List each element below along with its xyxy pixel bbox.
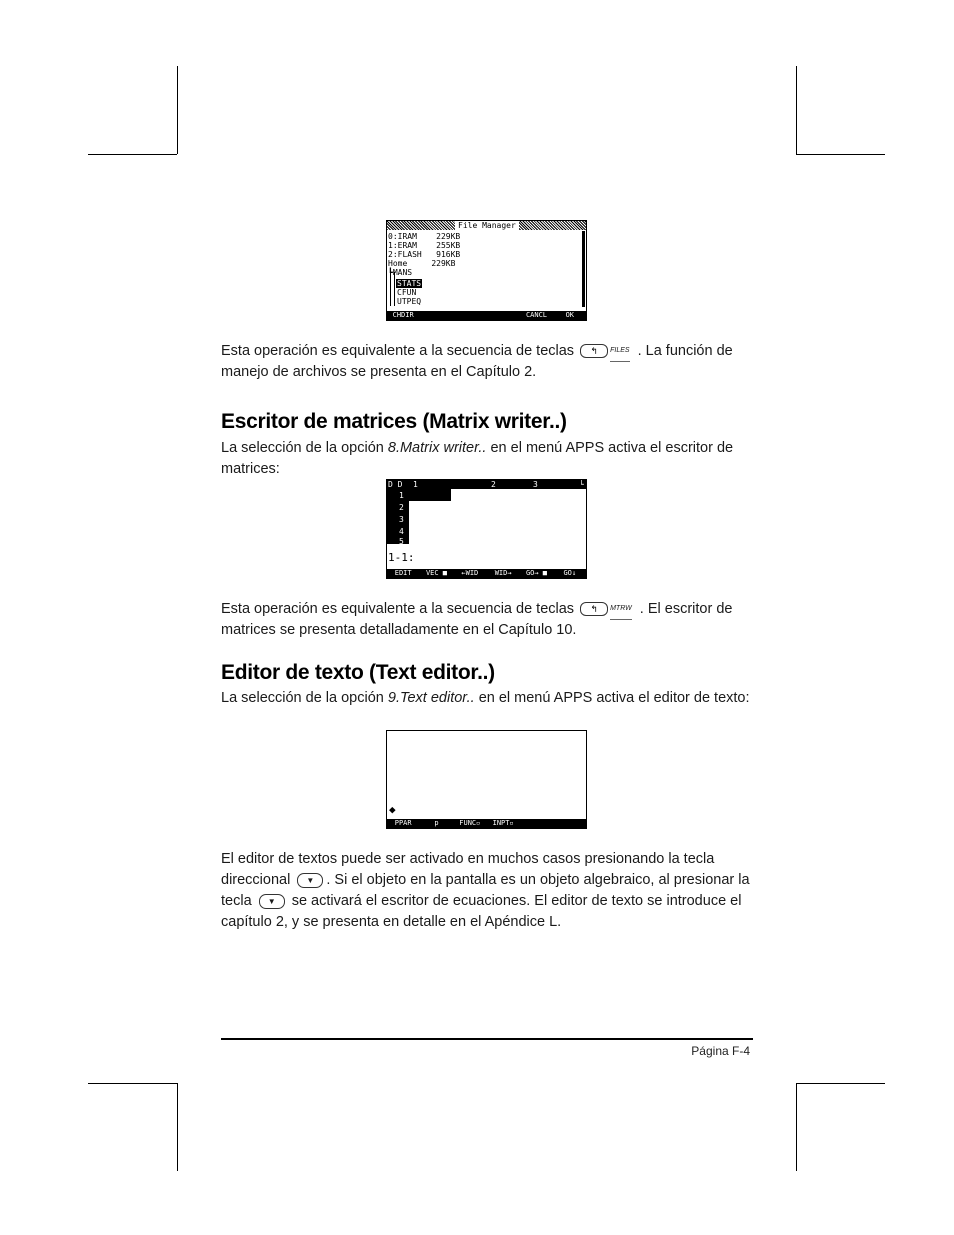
paragraph-files: Esta operación es equivalente a la secuencia de teclas ↰ FILES . La función de manejo de archivos se presenta en el Capítulo 2.: [221, 340, 761, 383]
softkey-empty[interactable]: [420, 311, 452, 320]
heading-text-editor: Editor de texto (Text editor..): [221, 661, 495, 684]
file-manager-entry[interactable]: Home 229KB: [388, 259, 456, 268]
softkey-edit[interactable]: EDIT: [394, 569, 412, 577]
softkey-go-right[interactable]: GO→ ■: [525, 569, 548, 577]
softkey-empty[interactable]: [454, 311, 486, 320]
crop-mark: [177, 1083, 178, 1171]
softkey-cancel[interactable]: CANCL: [525, 311, 548, 319]
softkey-empty[interactable]: [520, 819, 552, 828]
softkey-chdir[interactable]: CHDIR: [392, 311, 414, 319]
file-manager-entry[interactable]: UTPEQ: [397, 297, 422, 306]
softkey-menu: [387, 569, 586, 578]
matrix-column-label: 3: [533, 480, 538, 489]
softkey-go-down[interactable]: GO↓: [563, 569, 577, 577]
softkey-empty[interactable]: [487, 311, 519, 320]
softkey-inpt[interactable]: INPT▫: [492, 819, 514, 827]
matrix-corner: D D: [388, 480, 403, 489]
softkey-ppar[interactable]: PPAR: [394, 819, 412, 827]
matrix-row-label: 3: [399, 515, 404, 524]
matrix-corner-right: └: [579, 480, 584, 489]
file-manager-entry[interactable]: 0:IRAM 229KB: [388, 232, 461, 241]
softkey-wid-right[interactable]: WID→: [494, 569, 512, 577]
softkey-ok[interactable]: OK: [565, 311, 575, 319]
matrix-status-line: 1-1:: [388, 551, 415, 564]
left-shift-key-icon: ↰: [580, 602, 608, 616]
matrix-column-label: 1: [413, 480, 418, 489]
crop-mark: [177, 66, 178, 154]
file-manager-entry[interactable]: 1:ERAM 255KB: [388, 241, 461, 250]
matrix-selected-cell[interactable]: [409, 489, 451, 501]
page-number: Página F-4: [691, 1044, 750, 1058]
files-key-label: FILES: [610, 340, 629, 362]
paragraph-text-intro: La selección de la opción 9.Text editor.. en el menú APPS activa el editor de texto:: [221, 690, 750, 706]
crop-mark: [796, 154, 885, 155]
softkey-wid-left[interactable]: ←WID: [461, 569, 479, 577]
crop-mark: [796, 1083, 885, 1084]
scrollbar[interactable]: [582, 231, 585, 307]
file-manager-title: File Manager: [455, 221, 519, 230]
softkey-vec[interactable]: VEC ■: [425, 569, 448, 577]
softkey-p[interactable]: p: [434, 819, 439, 827]
matrix-column-header: [387, 480, 586, 489]
file-manager-entry[interactable]: CFUN: [397, 288, 417, 297]
matrix-row-label: 2: [399, 503, 404, 512]
text-editor-screen: [386, 730, 587, 829]
down-arrow-key-icon: ▼: [297, 873, 323, 888]
crop-mark: [88, 154, 177, 155]
softkey-menu: [387, 819, 586, 828]
crop-mark: [796, 1083, 797, 1171]
paragraph-text-editor-usage: El editor de textos puede ser activado en muchos casos presionando la tecla direccional ▼ . Si el objeto en la pantalla es un objeto algebraico, al presionar la tecla ▼ se activará el escritor de ecuaciones. El editor de texto se introduce el capítulo 2, y se presenta en detalle en el Apéndice L.: [221, 851, 750, 930]
crop-mark: [796, 66, 797, 154]
softkey-menu: [387, 311, 586, 320]
matrix-row-label: 5: [399, 537, 404, 546]
file-manager-selected-entry[interactable]: STATS: [397, 279, 422, 288]
matrix-column-label: 2: [491, 480, 496, 489]
footer-rule: [221, 1038, 753, 1040]
crop-mark: [88, 1083, 177, 1084]
matrix-row-header: [387, 489, 409, 544]
down-arrow-key-icon: ▼: [259, 894, 285, 909]
file-manager-entry[interactable]: 2:FLASH 916KB: [388, 250, 461, 259]
matrix-row-label: 1: [399, 491, 404, 500]
left-shift-key-icon: ↰: [580, 344, 608, 358]
text-cursor-icon: ◆: [389, 803, 396, 816]
file-manager-entry[interactable]: ┗MANS: [388, 268, 413, 277]
heading-matrix-writer: Escritor de matrices (Matrix writer..): [221, 410, 567, 433]
softkey-empty[interactable]: [554, 819, 586, 828]
tree-guide: [390, 272, 395, 306]
matrix-writer-screen: [386, 479, 587, 579]
paragraph-matrix-intro: La selección de la opción 8.Matrix writer.. en el menú APPS activa el escritor de matrices:: [221, 440, 734, 477]
matrix-row-label: 4: [399, 527, 404, 536]
softkey-func[interactable]: FUNC▫: [459, 819, 481, 827]
file-manager-title-bar: [387, 221, 586, 230]
paragraph-mtrw: Esta operación es equivalente a la secuencia de teclas ↰ MTRW . El escritor de matrices se presenta detalladamente en el Capítulo 10.: [221, 598, 761, 641]
file-manager-screen: [386, 220, 587, 321]
mtrw-key-label: MTRW: [610, 598, 632, 620]
